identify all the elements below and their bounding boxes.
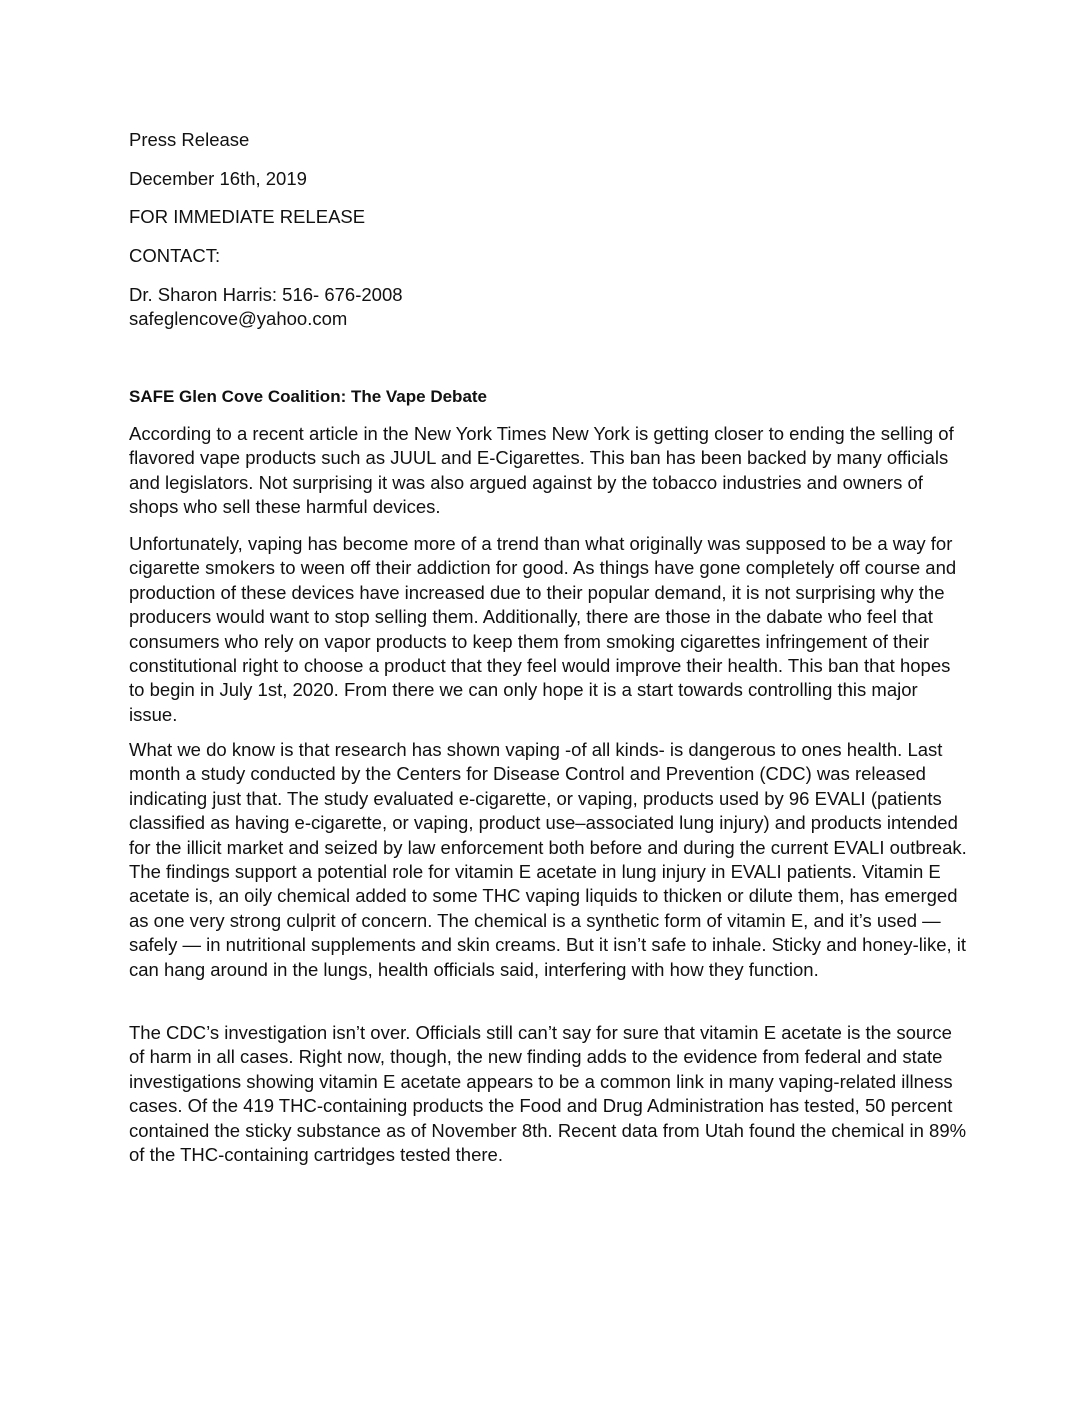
contact-label: CONTACT:	[129, 245, 221, 266]
paragraph-3: What we do know is that research has shown vaping -of all kinds- is dangerous to ones health. Last month a study conducted by the Centers for Disease Control and Prevention (CDC) was released indicating just that. The study evaluated e-cigarette, or vaping, products used by 96 EVALI (patients classified as having e-cigarette, or vaping, product use–associated lung injury) and products intended for the illicit market and seized by law enforcement both before and during the current EVALI outbreak. The findings support a potential role for vitamin E acetate in lung injury in EVALI patients. Vitamin E acetate is, an oily chemical added to some THC vaping liquids to thicken or dilute them, has emerged as one very strong culprit of concern. The chemical is a synthetic form of vitamin E, and it’s used — safely — in nutritional supplements and skin creams. But it isn’t safe to inhale. Sticky and honey-like, it can hang around in the lungs, health officials said, interfering with how they function.	[129, 739, 967, 980]
release-date: December 16th, 2019	[129, 168, 307, 189]
paragraph-4: The CDC’s investigation isn’t over. Officials still can’t say for sure that vitamin E acetate is the source of harm in all cases. Right now, though, the new finding adds to the evidence from federal and state investigations showing vitamin E acetate appears to be a common link in many vaping-related illness cases. Of the 419 THC-containing products the Food and Drug Administration has tested, 50 percent contained the sticky substance as of November 8th. Recent data from Utah found the chemical in 89% of the THC-containing cartridges tested there.	[129, 1022, 967, 1166]
release-type: FOR IMMEDIATE RELEASE	[129, 206, 366, 227]
article-title: SAFE Glen Cove Coalition: The Vape Debate	[129, 387, 488, 406]
paragraph-1: According to a recent article in the New York Times New York is getting closer to ending the selling of flavored vape products such as JUUL and E-Cigarettes. This ban has been backed by many officials and legislators. Not surprising it was also argued against by the tobacco industries and owners of shops who sell these harmful devices.	[129, 423, 954, 518]
contact-email: safeglencove@yahoo.com	[129, 308, 348, 329]
paragraph-2: Unfortunately, vaping has become more of a trend than what originally was supposed to be a way for cigarette smokers to ween off their addiction for good. As things have gone completely off course and production of these devices have increased due to their popular demand, it is not surprising why the producers would want to stop selling them. Additionally, there are those in the dabate who feel that consumers who rely on vapor products to keep them from smoking cigarettes infringement of their constitutional right to choose a product that they feel would improve their health. This ban that hopes to begin in July 1st, 2020. From there we can only hope it is a start towards controlling this major issue.	[129, 533, 957, 725]
contact-name-phone: Dr. Sharon Harris: 516- 676-2008	[129, 284, 403, 305]
press-release-label: Press Release	[129, 129, 250, 150]
